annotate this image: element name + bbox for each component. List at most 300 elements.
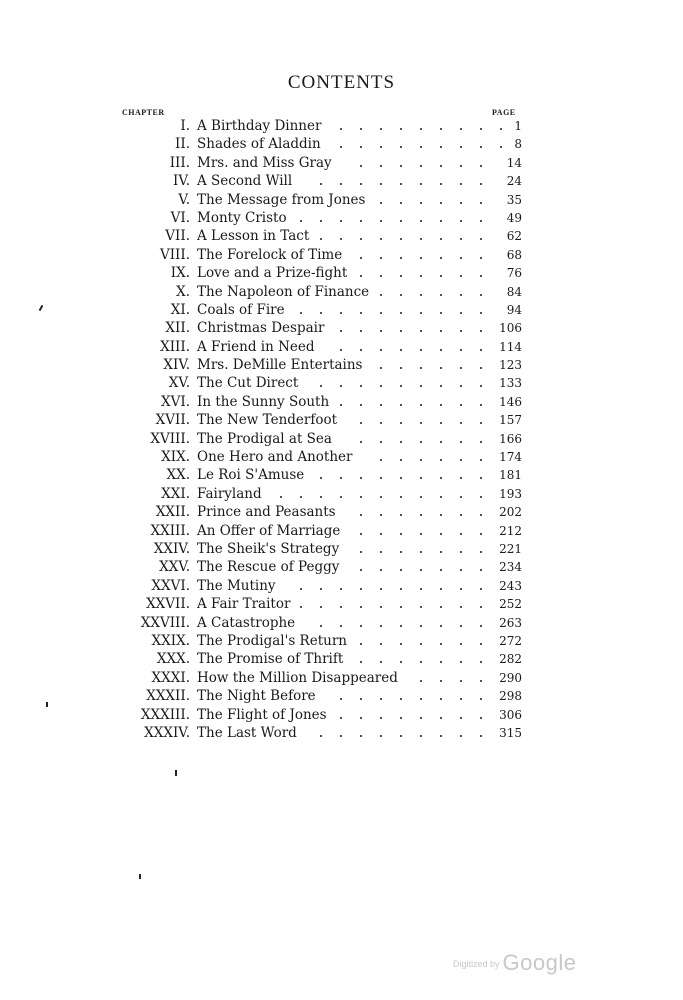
leader-dot <box>380 643 382 645</box>
chapter-number: XXXIII. <box>140 706 190 723</box>
leader-dot <box>480 661 482 663</box>
page-number: 212 <box>499 523 522 538</box>
dot-leader <box>308 378 491 390</box>
leader-dot <box>420 238 422 240</box>
page-number: 49 <box>506 210 522 225</box>
leader-dot <box>440 422 442 424</box>
leader-dot <box>480 735 482 737</box>
dot-leader <box>331 139 506 151</box>
leader-dot <box>420 128 422 130</box>
page-number: 252 <box>499 597 522 612</box>
chapter-number: XV. <box>168 375 190 392</box>
leader-dot <box>480 404 482 406</box>
chapter-title: A Friend in Need <box>197 338 315 355</box>
leader-dot <box>440 514 442 516</box>
dot-leader <box>286 581 491 593</box>
dot-leader <box>379 287 499 299</box>
chapter-number: XXII. <box>155 504 190 521</box>
dot-leader <box>300 599 491 611</box>
leader-dot <box>360 220 362 222</box>
leader-dot <box>440 588 442 590</box>
chapter-number: X. <box>176 283 190 300</box>
leader-dot <box>420 661 422 663</box>
leader-dot <box>420 202 422 204</box>
leader-dot <box>440 625 442 627</box>
chapter-number: XIX. <box>161 449 190 466</box>
dot-leader <box>331 121 506 133</box>
leader-dot <box>360 717 362 719</box>
chapter-title: An Offer of Marriage <box>197 522 341 539</box>
leader-dot <box>340 238 342 240</box>
leader-dot <box>400 312 402 314</box>
leader-dot <box>380 661 382 663</box>
chapter-title: In the Sunny South <box>197 393 330 410</box>
chapter-title: The Last Word <box>197 724 297 741</box>
leader-dot <box>320 385 322 387</box>
leader-dot <box>400 496 402 498</box>
dot-leader <box>342 434 491 446</box>
leader-dot <box>480 496 482 498</box>
chapter-title: Fairyland <box>197 485 262 502</box>
leader-dot <box>380 294 382 296</box>
page-number: 174 <box>499 450 522 465</box>
leader-dot <box>400 698 402 700</box>
dot-leader <box>349 562 491 574</box>
leader-dot <box>480 514 482 516</box>
dot-leader <box>302 176 499 188</box>
dot-leader <box>319 231 499 243</box>
chapter-number: I. <box>180 118 190 134</box>
leader-dot <box>400 514 402 516</box>
chapter-title: The New Tenderfoot <box>197 412 338 429</box>
table-row <box>0 466 683 484</box>
scan-mark <box>175 770 177 776</box>
leader-dot <box>340 735 342 737</box>
leader-dot <box>480 459 482 461</box>
leader-dot <box>400 165 402 167</box>
leader-dot <box>340 312 342 314</box>
leader-dot <box>400 349 402 351</box>
leader-dot <box>460 698 462 700</box>
leader-dot <box>420 459 422 461</box>
leader-dot <box>460 349 462 351</box>
leader-dot <box>320 312 322 314</box>
leader-dot <box>400 183 402 185</box>
leader-dot <box>500 128 502 130</box>
leader-dot <box>460 422 462 424</box>
leader-dot <box>440 349 442 351</box>
leader-dot <box>380 514 382 516</box>
leader-dot <box>340 349 342 351</box>
table-row <box>0 135 683 153</box>
chapter-number: II. <box>175 136 190 153</box>
leader-dot <box>480 625 482 627</box>
chapter-title: A Fair Traitor <box>197 596 291 613</box>
leader-dot <box>440 183 442 185</box>
chapter-number: XXI. <box>161 485 190 502</box>
leader-dot <box>480 202 482 204</box>
leader-dot <box>460 257 462 259</box>
page-number: 24 <box>506 174 522 189</box>
chapter-title: The Sheik's Strategy <box>197 540 340 557</box>
leader-dot <box>320 588 322 590</box>
leader-dot <box>380 459 382 461</box>
chapter-number: XXIV. <box>153 540 190 557</box>
chapter-title: Shades of Aladdin <box>197 136 321 153</box>
leader-dot <box>460 477 462 479</box>
leader-dot <box>320 220 322 222</box>
leader-dot <box>420 698 422 700</box>
leader-dot <box>360 735 362 737</box>
chapter-title: The Night Before <box>197 688 316 705</box>
chapter-number: XVIII. <box>150 430 190 447</box>
chapter-number: XVI. <box>161 393 190 410</box>
chapter-number: XX. <box>166 467 190 484</box>
chapter-title: The Prodigal's Return <box>197 632 347 649</box>
chapter-title: Mrs. and Miss Gray <box>197 154 332 171</box>
leader-dot <box>440 680 442 682</box>
leader-dot <box>460 551 462 553</box>
chapter-number: IX. <box>170 265 190 282</box>
leader-dot <box>380 477 382 479</box>
leader-dot <box>440 551 442 553</box>
leader-dot <box>380 202 382 204</box>
watermark-small-text: Digitized by <box>453 959 500 969</box>
dot-leader <box>350 526 491 538</box>
leader-dot <box>360 128 362 130</box>
chapter-number: XXXII. <box>146 688 190 705</box>
page-column-header: PAGE <box>492 108 516 117</box>
chapter-title: The Mutiny <box>197 577 276 594</box>
leader-dot <box>380 385 382 387</box>
leader-dot <box>420 551 422 553</box>
leader-dot <box>380 441 382 443</box>
leader-dot <box>400 404 402 406</box>
leader-dot <box>460 680 462 682</box>
leader-dot <box>480 551 482 553</box>
leader-dot <box>460 330 462 332</box>
page-number: 62 <box>506 229 522 244</box>
leader-dot <box>360 275 362 277</box>
leader-dot <box>440 643 442 645</box>
table-row <box>0 706 683 724</box>
chapter-number: XXV. <box>159 559 190 576</box>
dot-leader <box>352 250 499 262</box>
chapter-number: VII. <box>165 228 190 245</box>
dot-leader <box>363 452 491 464</box>
dot-leader <box>337 710 491 722</box>
dot-leader <box>342 158 499 170</box>
leader-dot <box>360 551 362 553</box>
leader-dot <box>460 146 462 148</box>
leader-dot <box>440 128 442 130</box>
leader-dot <box>360 385 362 387</box>
page-number: 272 <box>499 633 522 648</box>
leader-dot <box>380 349 382 351</box>
table-row <box>0 595 683 613</box>
leader-dot <box>420 496 422 498</box>
chapter-number: XXVII. <box>146 596 190 613</box>
chapter-title: The Napoleon of Finance <box>197 283 370 300</box>
dot-leader <box>349 544 491 556</box>
dot-leader <box>347 415 491 427</box>
dot-leader <box>357 636 491 648</box>
chapter-number: XXXI. <box>151 669 190 686</box>
leader-dot <box>340 385 342 387</box>
chapter-title: The Prodigal at Sea <box>197 430 332 447</box>
chapter-number: XIII. <box>160 338 190 355</box>
leader-dot <box>480 165 482 167</box>
leader-dot <box>420 717 422 719</box>
leader-dot <box>440 146 442 148</box>
leader-dot <box>360 698 362 700</box>
leader-dot <box>420 533 422 535</box>
table-of-contents <box>0 117 683 742</box>
leader-dot <box>380 588 382 590</box>
chapter-title: The Flight of Jones <box>197 706 327 723</box>
table-row <box>0 172 683 190</box>
page-number: 106 <box>499 321 522 336</box>
leader-dot <box>420 422 422 424</box>
leader-dot <box>460 625 462 627</box>
leader-dot <box>340 404 342 406</box>
digitized-by-google-watermark <box>453 950 576 976</box>
page-number: 243 <box>499 578 522 593</box>
leader-dot <box>440 385 442 387</box>
leader-dot <box>480 238 482 240</box>
leader-dot <box>400 367 402 369</box>
chapter-number: XI. <box>170 301 190 318</box>
page-number: 157 <box>499 413 522 428</box>
chapter-title: The Message from Jones <box>197 191 366 208</box>
dot-leader <box>339 397 491 409</box>
leader-dot <box>400 385 402 387</box>
table-row <box>0 522 683 540</box>
leader-dot <box>440 533 442 535</box>
leader-dot <box>400 735 402 737</box>
leader-dot <box>360 533 362 535</box>
leader-dot <box>400 606 402 608</box>
leader-dot <box>400 275 402 277</box>
leader-dot <box>340 496 342 498</box>
page-number: 234 <box>499 560 522 575</box>
leader-dot <box>320 496 322 498</box>
leader-dot <box>360 349 362 351</box>
leader-dot <box>480 367 482 369</box>
leader-dot <box>480 128 482 130</box>
leader-dot <box>460 404 462 406</box>
page-number: 306 <box>499 707 522 722</box>
leader-dot <box>480 588 482 590</box>
leader-dot <box>480 330 482 332</box>
page-number: 315 <box>499 725 522 740</box>
leader-dot <box>380 717 382 719</box>
leader-dot <box>360 146 362 148</box>
leader-dot <box>380 367 382 369</box>
table-row <box>0 448 683 466</box>
chapter-number: XXX. <box>156 651 190 668</box>
chapter-title: Coals of Fire <box>197 301 285 318</box>
leader-dot <box>460 202 462 204</box>
dot-leader <box>408 673 491 685</box>
table-row <box>0 283 683 301</box>
leader-dot <box>400 625 402 627</box>
leader-dot <box>420 349 422 351</box>
page-title: CONTENTS <box>287 72 396 93</box>
leader-dot <box>340 183 342 185</box>
page-number: 76 <box>506 266 522 281</box>
leader-dot <box>380 128 382 130</box>
leader-dot <box>420 588 422 590</box>
leader-dot <box>400 202 402 204</box>
dot-leader <box>357 268 499 280</box>
leader-dot <box>360 625 362 627</box>
leader-dot <box>480 146 482 148</box>
leader-dot <box>380 183 382 185</box>
leader-dot <box>460 183 462 185</box>
leader-dot <box>360 441 362 443</box>
leader-dot <box>300 312 302 314</box>
chapter-number: XXXIV. <box>144 724 190 741</box>
scan-mark <box>46 702 48 707</box>
leader-dot <box>440 441 442 443</box>
chapter-title: Mrs. DeMille Entertains <box>197 357 363 374</box>
page-number: 114 <box>499 339 522 354</box>
page-number: 193 <box>499 486 522 501</box>
leader-dot <box>360 312 362 314</box>
scan-mark <box>139 874 141 879</box>
leader-dot <box>420 183 422 185</box>
leader-dot <box>420 294 422 296</box>
leader-dot <box>480 441 482 443</box>
leader-dot <box>400 257 402 259</box>
dot-leader <box>325 342 491 354</box>
leader-dot <box>340 477 342 479</box>
table-row <box>0 374 683 392</box>
leader-dot <box>460 514 462 516</box>
leader-dot <box>380 698 382 700</box>
dot-leader <box>375 195 499 207</box>
leader-dot <box>440 735 442 737</box>
table-row <box>0 614 683 632</box>
leader-dot <box>380 422 382 424</box>
chapter-number: XXVIII. <box>140 614 190 631</box>
google-logo-text: Google <box>502 950 577 975</box>
leader-dot <box>480 698 482 700</box>
table-row <box>0 724 683 742</box>
chapter-title: One Hero and Another <box>197 449 353 466</box>
leader-dot <box>360 330 362 332</box>
leader-dot <box>420 330 422 332</box>
leader-dot <box>480 569 482 571</box>
chapter-title: A Lesson in Tact <box>197 228 310 245</box>
leader-dot <box>420 477 422 479</box>
leader-dot <box>480 533 482 535</box>
table-row <box>0 687 683 705</box>
table-row <box>0 338 683 356</box>
leader-dot <box>440 496 442 498</box>
dot-leader <box>295 305 499 317</box>
leader-dot <box>320 477 322 479</box>
page-number: 133 <box>499 376 522 391</box>
chapter-title: The Cut Direct <box>197 375 299 392</box>
chapter-title: Le Roi S'Amuse <box>197 467 305 484</box>
page-number: 14 <box>506 155 522 170</box>
leader-dot <box>400 238 402 240</box>
leader-dot <box>420 367 422 369</box>
leader-dot <box>460 496 462 498</box>
leader-dot <box>400 533 402 535</box>
chapter-number: III. <box>169 154 190 171</box>
chapter-title: The Forelock of Time <box>197 246 343 263</box>
leader-dot <box>400 717 402 719</box>
table-row <box>0 227 683 245</box>
leader-dot <box>480 477 482 479</box>
leader-dot <box>440 165 442 167</box>
table-row <box>0 485 683 503</box>
leader-dot <box>480 606 482 608</box>
leader-dot <box>300 496 302 498</box>
leader-dot <box>440 717 442 719</box>
leader-dot <box>400 569 402 571</box>
leader-dot <box>440 477 442 479</box>
leader-dot <box>480 385 482 387</box>
dot-leader <box>314 470 491 482</box>
leader-dot <box>460 588 462 590</box>
table-row <box>0 301 683 319</box>
leader-dot <box>460 220 462 222</box>
table-row <box>0 191 683 209</box>
table-row <box>0 246 683 264</box>
leader-dot <box>480 294 482 296</box>
leader-dot <box>440 202 442 204</box>
leader-dot <box>280 496 282 498</box>
table-row <box>0 393 683 411</box>
leader-dot <box>360 606 362 608</box>
page-number: 221 <box>499 541 522 556</box>
leader-dot <box>440 220 442 222</box>
leader-dot <box>420 643 422 645</box>
table-row <box>0 209 683 227</box>
leader-dot <box>400 661 402 663</box>
leader-dot <box>460 367 462 369</box>
leader-dot <box>460 735 462 737</box>
table-row <box>0 319 683 337</box>
table-row <box>0 411 683 429</box>
leader-dot <box>360 422 362 424</box>
leader-dot <box>300 220 302 222</box>
leader-dot <box>380 606 382 608</box>
leader-dot <box>340 625 342 627</box>
page-number: 94 <box>506 302 522 317</box>
leader-dot <box>480 220 482 222</box>
leader-dot <box>420 625 422 627</box>
leader-dot <box>360 661 362 663</box>
leader-dot <box>400 441 402 443</box>
dot-leader <box>297 213 499 225</box>
leader-dot <box>380 257 382 259</box>
page-number: 68 <box>506 247 522 262</box>
table-row <box>0 577 683 595</box>
leader-dot <box>420 404 422 406</box>
leader-dot <box>340 717 342 719</box>
leader-dot <box>420 514 422 516</box>
chapter-number: XXIII. <box>150 522 190 539</box>
leader-dot <box>400 294 402 296</box>
table-row <box>0 154 683 172</box>
chapter-title: The Promise of Thrift <box>197 651 344 668</box>
table-row <box>0 503 683 521</box>
